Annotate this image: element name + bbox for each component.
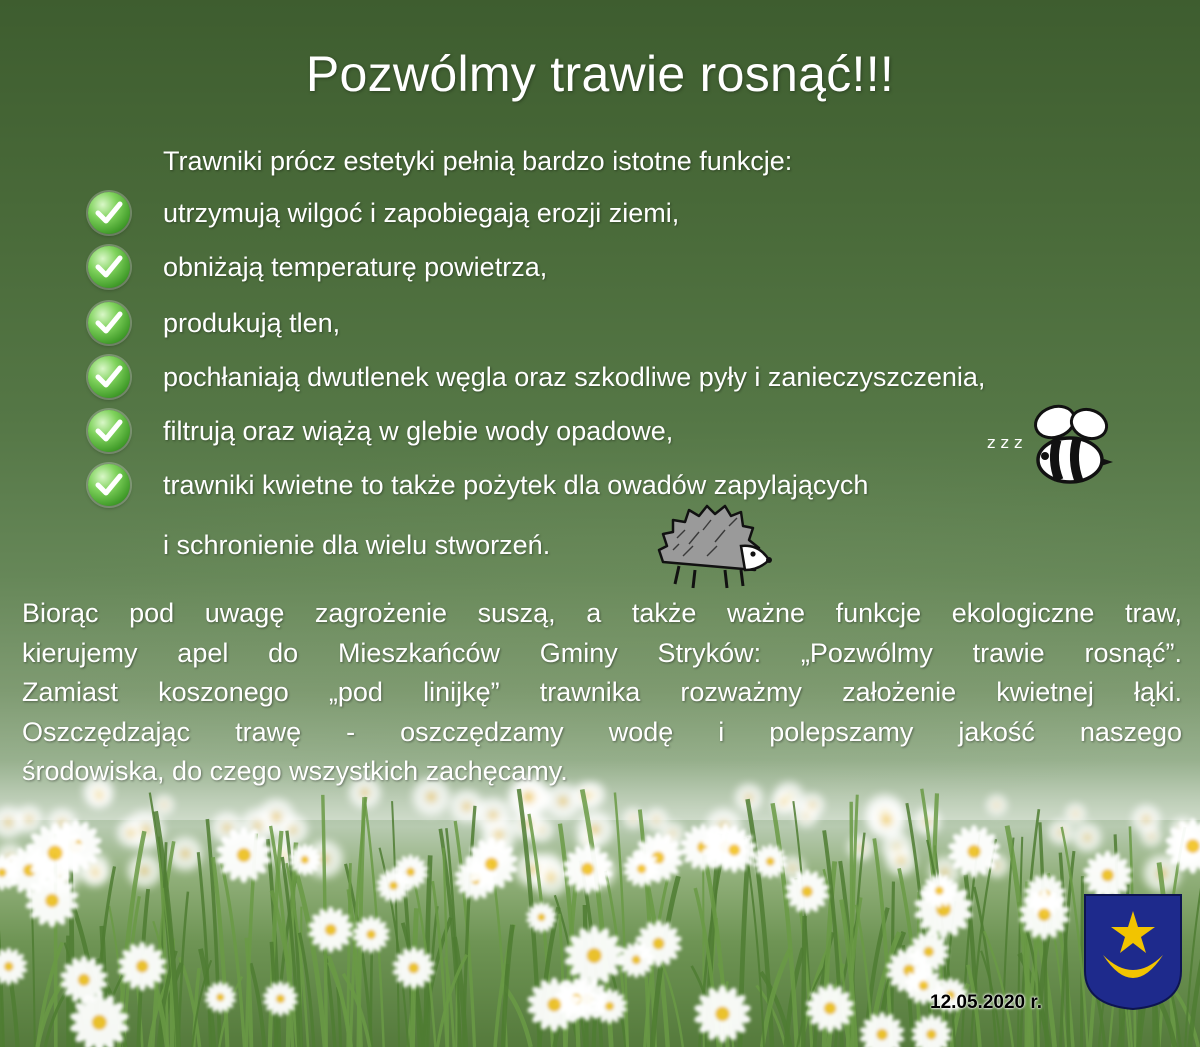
appeal-line: Biorąc pod uwagę zagrożenie suszą, a także ważne funkcje ekologiczne traw,: [22, 598, 1182, 628]
check-icon: [88, 410, 130, 452]
benefit-continuation: i schronienie dla wielu stworzeń.: [163, 530, 551, 560]
benefit-text: produkują tlen,: [163, 308, 341, 338]
appeal-line: Zamiast koszonego „pod linijkę” trawnika rozważmy założenie kwietnej łąki.: [22, 677, 1182, 707]
appeal-line: kierujemy apel do Mieszkańców Gminy Stryków: „Pozwólmy trawie rosnąć”.: [22, 637, 1182, 668]
appeal-line: środowiska, do czego wszystkich zachęcamy.: [22, 756, 568, 786]
daisy-flower: [859, 1012, 905, 1047]
grass-blade: [773, 803, 797, 1047]
bee-sleep-text: z z z: [987, 433, 1023, 452]
check-icon: [88, 192, 130, 234]
benefit-text: utrzymują wilgoć i zapobiegają erozji ziemi,: [163, 198, 680, 228]
check-icon: [88, 302, 130, 344]
daisy-flower: [1071, 822, 1103, 853]
appeal-paragraph: [22, 594, 1182, 792]
check-icon: [88, 464, 130, 506]
appeal-line: Oszczędzając trawę - oszczędzamy wodę i polepszamy jakość naszego: [22, 716, 1182, 747]
check-icon: [88, 246, 130, 288]
benefit-text: pochłaniają dwutlenek węgla oraz szkodliwe pyły i zanieczyszczenia,: [163, 362, 986, 392]
page-title: Pozwólmy trawie rosnąć!!!: [305, 46, 895, 102]
sleeping-bee-icon: [985, 398, 1125, 498]
hedgehog-icon: [655, 500, 775, 592]
check-icon: [88, 356, 130, 398]
grass-blade: [803, 916, 804, 1047]
daisy-flower: [126, 853, 163, 890]
stryków-coat-of-arms-icon: [1083, 893, 1183, 1011]
daisy-flower: [0, 947, 28, 985]
intro-text: Trawniki prócz estetyki pełnią bardzo istotne funkcje:: [163, 146, 793, 176]
benefit-text: trawniki kwietne to także pożytek dla owadów zapylających: [163, 470, 869, 500]
benefit-text: filtrują oraz wiążą w glebie wody opadowe,: [163, 416, 674, 446]
date-label: 12.05.2020 r.: [930, 992, 1042, 1013]
benefit-text: obniżają temperaturę powietrza,: [163, 252, 548, 282]
